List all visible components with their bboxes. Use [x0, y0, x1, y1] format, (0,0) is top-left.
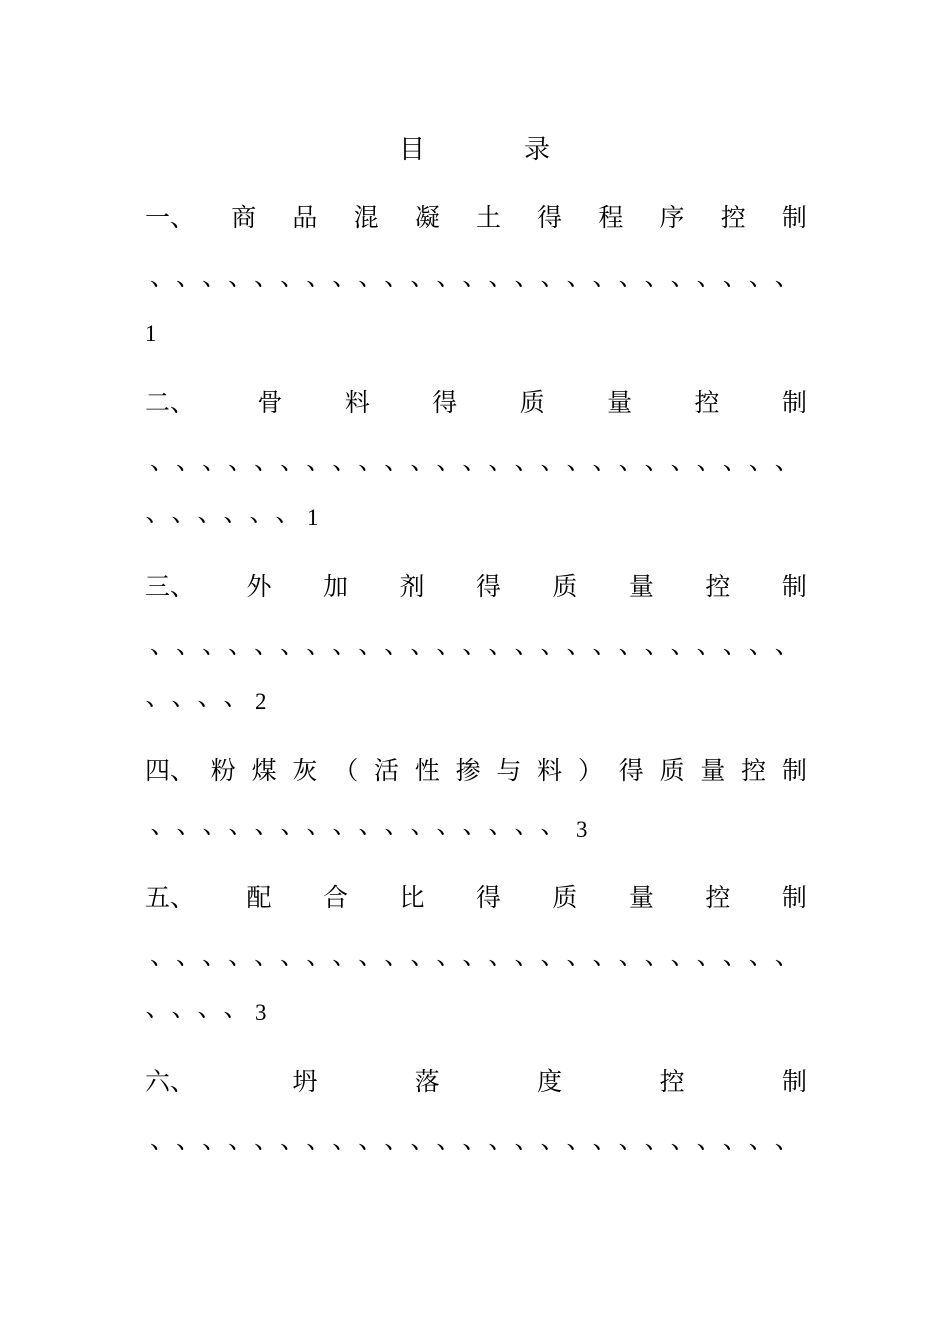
toc-entry-char: 控	[659, 1067, 685, 1096]
toc-entry-char: 序	[659, 203, 685, 232]
toc-entry-char: 得	[537, 203, 563, 232]
leader-mark: 、	[436, 446, 462, 475]
leader-mark: 、	[197, 993, 223, 1022]
toc-entry-number: 二、	[145, 388, 196, 417]
leader-mark: 、	[566, 630, 592, 659]
toc-entry-char: 质	[552, 572, 578, 601]
toc-entry-char: 制	[781, 883, 807, 912]
leader-mark: 、	[150, 1125, 176, 1154]
toc-entry-char: 性	[414, 756, 440, 785]
toc-entry-6-leader	[150, 1124, 800, 1164]
leader-mark: 、	[306, 262, 332, 291]
leader-mark: 、	[514, 446, 540, 475]
toc-entry-char: 量	[628, 572, 654, 601]
leader-mark: 、	[592, 941, 618, 970]
leader-mark: 、	[670, 262, 696, 291]
leader-mark: 、	[410, 1125, 436, 1154]
toc-entry-1-heading	[145, 198, 807, 238]
leader-mark: 、	[228, 810, 254, 839]
leader-mark: 、	[488, 1125, 514, 1154]
toc-entry-char: 制	[781, 756, 807, 785]
leader-mark: 、	[202, 941, 228, 970]
leader-mark: 、	[228, 941, 254, 970]
toc-page-number: 1	[307, 505, 319, 530]
leader-mark: 、	[202, 630, 228, 659]
leader-mark: 、	[436, 1125, 462, 1154]
leader-mark: 、	[202, 1125, 228, 1154]
leader-mark: 、	[254, 630, 280, 659]
leader-mark: 、	[358, 1125, 384, 1154]
toc-entry-char: 配	[246, 883, 272, 912]
leader-mark: 、	[358, 446, 384, 475]
leader-mark: 、	[197, 498, 223, 527]
leader-mark: 、	[644, 630, 670, 659]
leader-mark: 、	[228, 1125, 254, 1154]
leader-mark: 、	[696, 1125, 722, 1154]
leader-mark: 、	[176, 810, 202, 839]
leader-mark: 、	[618, 1125, 644, 1154]
leader-mark: 、	[332, 941, 358, 970]
leader-mark: 、	[202, 262, 228, 291]
leader-mark: 、	[306, 446, 332, 475]
leader-mark: 、	[280, 630, 306, 659]
toc-entry-char: 粉	[210, 756, 236, 785]
toc-entry-3-leader	[150, 629, 800, 669]
leader-mark: 、	[514, 262, 540, 291]
toc-entry-char: 坍	[292, 1067, 318, 1096]
leader-mark: 、	[566, 1125, 592, 1154]
toc-entry-6-heading	[145, 1062, 807, 1102]
leader-mark: 、	[150, 446, 176, 475]
toc-entry-char: 得	[475, 572, 501, 601]
toc-entry-number: 一、	[145, 203, 196, 232]
toc-entry-char: 得	[432, 388, 458, 417]
leader-mark: 、	[670, 446, 696, 475]
leader-mark: 、	[462, 1125, 488, 1154]
toc-entry-char: 控	[741, 756, 767, 785]
toc-entry-5-leader-tail	[145, 992, 807, 1032]
toc-entry-char: 制	[781, 572, 807, 601]
leader-mark: 、	[410, 630, 436, 659]
leader-mark: 、	[384, 630, 410, 659]
leader-mark: 、	[540, 446, 566, 475]
leader-mark: 、	[280, 446, 306, 475]
leader-mark: 、	[150, 262, 176, 291]
leader-mark: 、	[145, 993, 171, 1022]
toc-entry-char: 量	[607, 388, 633, 417]
leader-mark: 、	[670, 941, 696, 970]
leader-mark: 、	[332, 1125, 358, 1154]
leader-mark: 、	[223, 498, 249, 527]
toc-entry-char: 控	[705, 572, 731, 601]
toc-entry-char: 料	[537, 756, 563, 785]
leader-mark: 、	[488, 630, 514, 659]
leader-mark: 、	[436, 262, 462, 291]
leader-mark: 、	[150, 630, 176, 659]
toc-entry-4-leader-tail	[150, 809, 812, 849]
leader-mark: 、	[748, 262, 774, 291]
leader-mark: 、	[223, 682, 249, 711]
toc-entry-char: 加	[322, 572, 348, 601]
leader-mark: 、	[171, 498, 197, 527]
leader-mark: 、	[254, 262, 280, 291]
toc-entry-char: 土	[475, 203, 501, 232]
leader-mark: 、	[566, 941, 592, 970]
leader-mark: 、	[618, 941, 644, 970]
toc-entry-char: 落	[414, 1067, 440, 1096]
toc-page-number: 1	[145, 321, 157, 346]
toc-leader-tail	[145, 681, 249, 721]
leader-mark: 、	[228, 262, 254, 291]
leader-mark: 、	[202, 446, 228, 475]
leader-mark: 、	[384, 262, 410, 291]
toc-entry-char: 商	[231, 203, 257, 232]
leader-mark: 、	[722, 630, 748, 659]
toc-entry-char: 与	[496, 756, 522, 785]
leader-mark: 、	[540, 810, 566, 839]
leader-mark: 、	[540, 262, 566, 291]
toc-entry-char: 剂	[399, 572, 425, 601]
toc-entry-char: 料	[344, 388, 370, 417]
leader-mark: 、	[436, 941, 462, 970]
toc-entry-char: （	[333, 756, 359, 785]
leader-mark: 、	[145, 498, 171, 527]
leader-mark: 、	[696, 630, 722, 659]
leader-mark: 、	[410, 941, 436, 970]
leader-mark: 、	[306, 630, 332, 659]
toc-entry-2-heading	[145, 383, 807, 423]
leader-mark: 、	[275, 498, 301, 527]
leader-mark: 、	[280, 941, 306, 970]
leader-mark: 、	[176, 262, 202, 291]
leader-mark: 、	[462, 262, 488, 291]
toc-page-number: 2	[255, 689, 267, 714]
leader-mark: 、	[332, 630, 358, 659]
leader-mark: 、	[514, 1125, 540, 1154]
leader-mark: 、	[618, 446, 644, 475]
toc-entry-char: 质	[552, 883, 578, 912]
leader-mark: 、	[171, 682, 197, 711]
leader-mark: 、	[254, 941, 280, 970]
toc-entry-number: 六、	[145, 1067, 196, 1096]
toc-leader-tail	[145, 992, 249, 1032]
leader-mark: 、	[696, 446, 722, 475]
leader-mark: 、	[358, 941, 384, 970]
leader-mark: 、	[540, 1125, 566, 1154]
leader-mark: 、	[722, 941, 748, 970]
toc-entry-char: 煤	[251, 756, 277, 785]
leader-mark: 、	[748, 1125, 774, 1154]
leader-mark: 、	[774, 941, 800, 970]
toc-entry-1-leader	[150, 261, 800, 301]
leader-mark: 、	[150, 810, 176, 839]
toc-page-number: 3	[576, 817, 588, 842]
toc-entry-char: 量	[700, 756, 726, 785]
leader-mark: 、	[514, 941, 540, 970]
toc-entry-char: 控	[720, 203, 746, 232]
leader-mark: 、	[592, 1125, 618, 1154]
leader-mark: 、	[774, 1125, 800, 1154]
leader-mark: 、	[228, 630, 254, 659]
toc-entry-char: ）	[577, 756, 603, 785]
leader-mark: 、	[462, 630, 488, 659]
leader-mark: 、	[774, 446, 800, 475]
leader-mark: 、	[566, 262, 592, 291]
leader-mark: 、	[306, 941, 332, 970]
leader-mark: 、	[358, 262, 384, 291]
toc-leader-tail	[150, 809, 566, 849]
leader-mark: 、	[202, 810, 228, 839]
leader-mark: 、	[150, 941, 176, 970]
leader-mark: 、	[644, 446, 670, 475]
leader-mark: 、	[384, 941, 410, 970]
toc-entry-char: 混	[353, 203, 379, 232]
leader-mark: 、	[592, 446, 618, 475]
leader-mark: 、	[774, 262, 800, 291]
toc-entry-char: 制	[781, 203, 807, 232]
leader-mark: 、	[592, 262, 618, 291]
leader-mark: 、	[592, 630, 618, 659]
leader-mark: 、	[488, 810, 514, 839]
leader-mark: 、	[644, 262, 670, 291]
leader-mark: 、	[358, 630, 384, 659]
leader-mark: 、	[618, 630, 644, 659]
leader-mark: 、	[722, 446, 748, 475]
toc-title-char-1: 目	[399, 135, 426, 165]
leader-mark: 、	[254, 446, 280, 475]
leader-mark: 、	[332, 262, 358, 291]
leader-mark: 、	[280, 810, 306, 839]
toc-entry-char: 度	[537, 1067, 563, 1096]
toc-entry-char: 量	[628, 883, 654, 912]
toc-entry-char: 质	[659, 756, 685, 785]
leader-mark: 、	[384, 810, 410, 839]
leader-mark: 、	[228, 446, 254, 475]
leader-mark: 、	[696, 941, 722, 970]
toc-title	[0, 128, 950, 172]
leader-mark: 、	[670, 630, 696, 659]
toc-entry-char: 外	[246, 572, 272, 601]
leader-mark: 、	[644, 941, 670, 970]
toc-entry-char: 合	[322, 883, 348, 912]
toc-leader-tail	[145, 497, 301, 537]
toc-entry-5-heading	[145, 878, 807, 918]
toc-entry-char: 掺	[455, 756, 481, 785]
leader-mark: 、	[332, 446, 358, 475]
leader-mark: 、	[722, 1125, 748, 1154]
leader-mark: 、	[384, 446, 410, 475]
leader-mark: 、	[332, 810, 358, 839]
leader-mark: 、	[514, 810, 540, 839]
toc-entry-4-heading	[145, 751, 807, 791]
leader-mark: 、	[462, 446, 488, 475]
leader-mark: 、	[462, 810, 488, 839]
toc-entry-2-leader-tail	[145, 497, 807, 537]
leader-mark: 、	[722, 262, 748, 291]
leader-mark: 、	[670, 1125, 696, 1154]
leader-mark: 、	[644, 1125, 670, 1154]
leader-mark: 、	[748, 630, 774, 659]
toc-entry-5-leader	[150, 940, 800, 980]
leader-mark: 、	[176, 941, 202, 970]
toc-entry-number: 三、	[145, 572, 196, 601]
leader-mark: 、	[249, 498, 275, 527]
toc-entry-number: 五、	[145, 883, 196, 912]
leader-mark: 、	[384, 1125, 410, 1154]
toc-entry-2-leader	[150, 445, 800, 485]
leader-mark: 、	[748, 941, 774, 970]
toc-entry-char: 程	[598, 203, 624, 232]
leader-mark: 、	[358, 810, 384, 839]
leader-mark: 、	[540, 630, 566, 659]
leader-mark: 、	[280, 1125, 306, 1154]
leader-mark: 、	[145, 682, 171, 711]
leader-mark: 、	[410, 810, 436, 839]
leader-mark: 、	[696, 262, 722, 291]
leader-mark: 、	[618, 262, 644, 291]
toc-entry-char: 凝	[414, 203, 440, 232]
leader-mark: 、	[462, 941, 488, 970]
leader-mark: 、	[488, 262, 514, 291]
leader-mark: 、	[514, 630, 540, 659]
leader-mark: 、	[540, 941, 566, 970]
toc-entry-3-leader-tail	[145, 681, 807, 721]
toc-page-number: 3	[255, 1000, 267, 1025]
toc-entry-char: 骨	[257, 388, 283, 417]
leader-mark: 、	[223, 993, 249, 1022]
toc-entry-char: 制	[781, 388, 807, 417]
leader-mark: 、	[566, 446, 592, 475]
toc-entry-char: 品	[292, 203, 318, 232]
leader-mark: 、	[176, 446, 202, 475]
leader-mark: 、	[197, 682, 223, 711]
leader-mark: 、	[774, 630, 800, 659]
toc-entry-char: 得	[475, 883, 501, 912]
leader-mark: 、	[306, 810, 332, 839]
toc-title-char-2: 录	[524, 135, 551, 165]
leader-mark: 、	[748, 446, 774, 475]
toc-entry-char: 活	[373, 756, 399, 785]
toc-entry-char: 控	[694, 388, 720, 417]
toc-entry-char: 制	[781, 1067, 807, 1096]
leader-mark: 、	[488, 446, 514, 475]
leader-mark: 、	[410, 262, 436, 291]
leader-mark: 、	[436, 630, 462, 659]
leader-mark: 、	[306, 1125, 332, 1154]
leader-mark: 、	[488, 941, 514, 970]
leader-mark: 、	[410, 446, 436, 475]
leader-mark: 、	[280, 262, 306, 291]
leader-mark: 、	[254, 1125, 280, 1154]
leader-mark: 、	[254, 810, 280, 839]
leader-mark: 、	[176, 1125, 202, 1154]
leader-mark: 、	[176, 630, 202, 659]
toc-entry-3-heading	[145, 567, 807, 607]
leader-mark: 、	[171, 993, 197, 1022]
toc-entry-1-page	[145, 313, 807, 353]
toc-entry-char: 比	[399, 883, 425, 912]
toc-entry-char: 得	[618, 756, 644, 785]
toc-entry-char: 灰	[292, 756, 318, 785]
toc-entry-char: 控	[705, 883, 731, 912]
toc-entry-char: 质	[519, 388, 545, 417]
toc-entry-number: 四、	[145, 756, 196, 785]
leader-mark: 、	[436, 810, 462, 839]
